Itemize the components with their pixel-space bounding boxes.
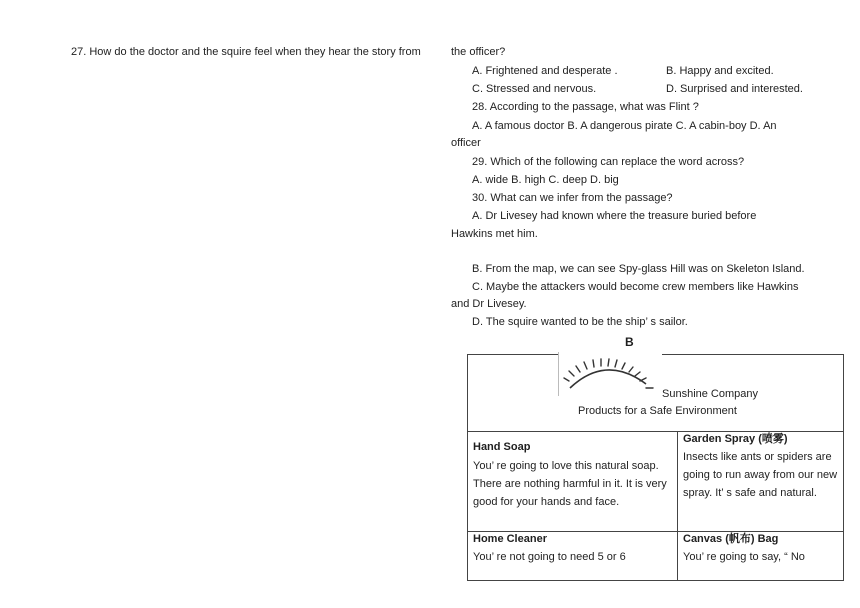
q28-options-wrap: officer [451, 137, 481, 149]
hand-soap-body: You’ re going to love this natural soap. There are nothing harmful in it. It is very good for your hands and face. [473, 460, 667, 508]
canvas-bag-body: You’ re going to say, “ No [683, 551, 805, 563]
home-cleaner-title: Home Cleaner [473, 533, 547, 545]
q27-option-b: B. Happy and excited. [666, 65, 774, 77]
q27-option-d: D. Surprised and interested. [666, 83, 803, 95]
q28-stem: 28. According to the passage, what was Flint ? [472, 101, 699, 113]
garden-spray-body: Insects like ants or spiders are going to run away from our new spray. It’ s safe and natural. [683, 451, 838, 499]
hand-soap-title: Hand Soap [473, 441, 531, 453]
q30-option-d: D. The squire wanted to be the ship’ s sailor. [472, 316, 688, 328]
section-label: B [625, 335, 634, 349]
q27-stem-part2: the officer? [451, 46, 506, 58]
ad-column-divider [677, 431, 678, 581]
home-cleaner-body: You’ re not going to need 5 or 6 [473, 551, 626, 563]
q30-option-a-line2: Hawkins met him. [451, 228, 538, 240]
ad-slogan: Products for a Safe Environment [578, 405, 737, 417]
q30-option-c-line2: and Dr Livesey. [451, 298, 527, 310]
canvas-bag-title: Canvas (帆布) Bag [683, 533, 779, 545]
q29-stem: 29. Which of the following can replace the word across? [472, 156, 745, 168]
logo-border-gap [558, 350, 662, 358]
q27-option-a: A. Frightened and desperate . [472, 65, 618, 77]
ad-company-name: Sunshine Company [662, 388, 759, 400]
q28-options: A. A famous doctor B. A dangerous pirate C. A cabin-boy D. An [472, 120, 777, 132]
logo-frame-line [558, 352, 559, 396]
q30-stem: 30. What can we infer from the passage? [472, 192, 673, 204]
q30-option-c-line1: C. Maybe the attackers would become crew members like Hawkins [472, 281, 799, 293]
garden-spray-title: Garden Spray (喷雾) [683, 433, 788, 445]
q30-option-a-line1: A. Dr Livesey had known where the treasure buried before [472, 210, 757, 222]
q27-stem-part1: 27. How do the doctor and the squire feel when they hear the story from [71, 46, 421, 58]
q30-option-b: B. From the map, we can see Spy-glass Hill was on Skeleton Island. [472, 263, 805, 275]
q27-option-c: C. Stressed and nervous. [472, 83, 597, 95]
sun-logo-icon [560, 358, 664, 394]
q29-options: A. wide B. high C. deep D. big [472, 174, 619, 186]
